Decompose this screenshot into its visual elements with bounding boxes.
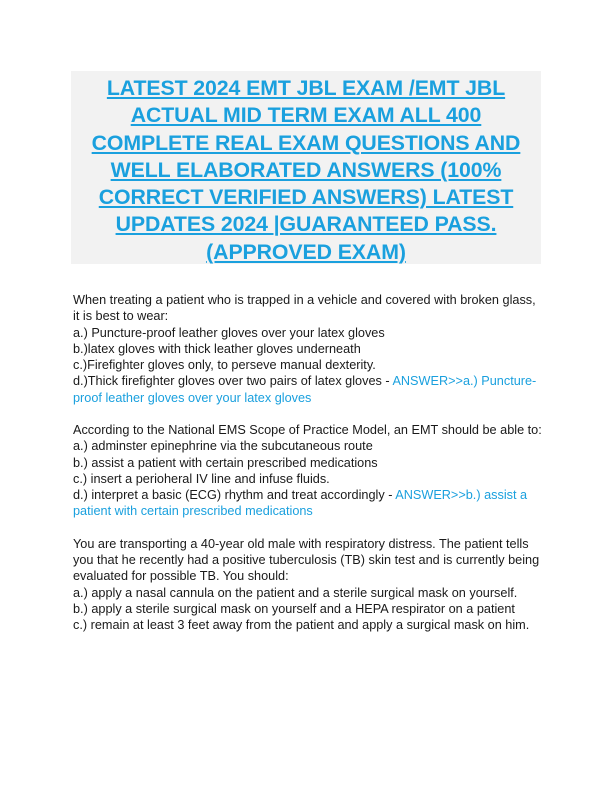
question-block-2 [73, 422, 545, 520]
answer-option-c: c.) insert a perioheral IV line and infuse fluids. [73, 471, 330, 486]
title-banner [71, 71, 541, 264]
option-d-with-answer [73, 373, 545, 406]
answer-option-b: b.) assist a patient with certain prescribed medications [73, 455, 378, 470]
answer-option-c: c.)Firefighter gloves only, to perseve manual dexterity. [73, 358, 376, 372]
question-block-1 [73, 292, 545, 406]
answer-option-c: c.) remain at least 3 feet away from the patient and apply a surgical mask on him. [73, 618, 530, 632]
answer-option-b: b.)latex gloves with thick leather gloves underneath [73, 341, 361, 356]
question-stem: According to the National EMS Scope of Practice Model, an EMT should be able to: [73, 423, 542, 437]
document-title: LATEST 2024 EMT JBL EXAM /EMT JBL ACTUAL MID TERM EXAM ALL 400 COMPLETE REAL EXAM QUESTIONS AND WELL ELABORATED ANSWERS (100% CORRECT VERIFIED ANSWERS) LATEST UPDATES 2024 |GUARANTEED PASS. (APPROVED EXAM) [91, 76, 521, 264]
correct-answer: ANSWER>>b.) assist a patient with certain prescribed medications [73, 488, 528, 519]
document-body [73, 292, 545, 650]
answer-option-d: d.)Thick firefighter gloves over two pairs of latex gloves - [73, 374, 393, 389]
answer-option-b: b.) apply a sterile surgical mask on yourself and a HEPA respirator on a patient [73, 601, 515, 616]
answer-option-a: a.) apply a nasal cannula on the patient and a sterile surgical mask on yourself. [73, 585, 518, 600]
question-stem: When treating a patient who is trapped in a vehicle and covered with broken glass, it is best to wear: [73, 293, 536, 324]
question-block-3 [73, 536, 545, 634]
question-stem: You are transporting a 40-year old male with respiratory distress. The patient tells you that he recently had a positive tuberculosis (TB) skin test and is currently being evaluated for possible TB. You should: [73, 536, 540, 584]
answer-option-a: a.) Puncture-proof leather gloves over your latex gloves [73, 325, 385, 340]
option-d-with-answer [73, 487, 545, 520]
correct-answer: ANSWER>>a.) Puncture-proof leather gloves over your latex gloves [73, 374, 537, 405]
answer-option-d: d.) interpret a basic (ECG) rhythm and treat accordingly - [73, 488, 396, 502]
answer-option-a: a.) adminster epinephrine via the subcutaneous route [73, 439, 373, 454]
